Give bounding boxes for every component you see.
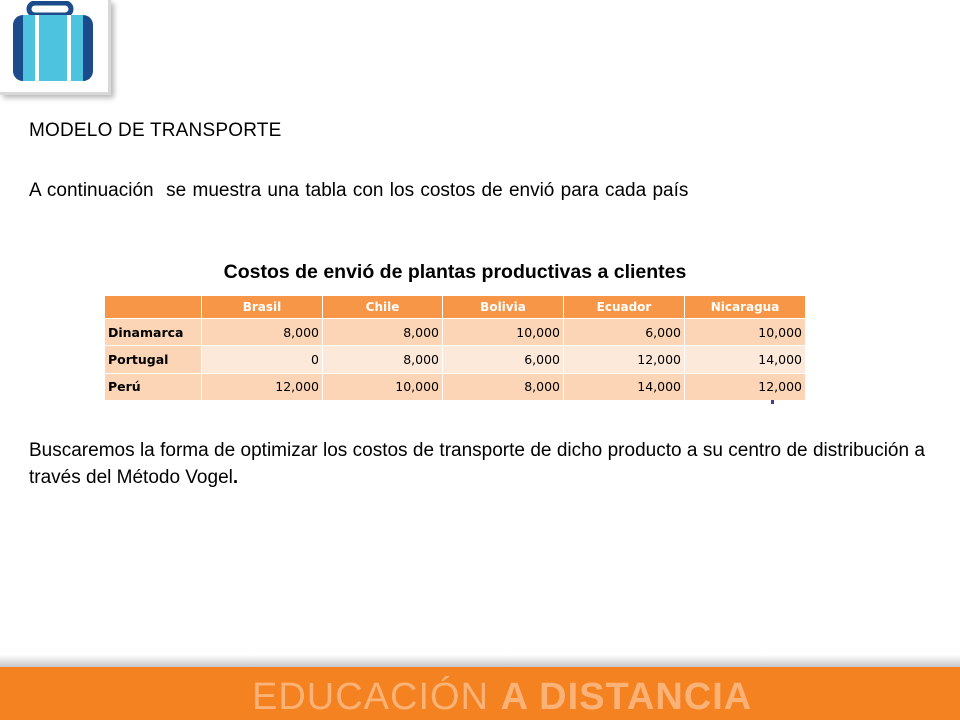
column-header: Chile — [323, 296, 443, 319]
decorative-mark — [771, 400, 774, 404]
paragraph-text: Buscaremos la forma de optimizar los costos de transporte de dicho producto a su centro de distribución a través del Método Vogel — [29, 440, 925, 488]
row-label: Dinamarca — [105, 319, 202, 346]
table-cell: 12,000 — [202, 373, 323, 400]
logo — [0, 0, 111, 95]
table-row — [105, 373, 806, 400]
column-header — [105, 296, 202, 319]
footer-brand-text — [252, 676, 752, 719]
table-title: Costos de envió de plantas productivas a clientes — [223, 261, 687, 283]
table-cell: 10,000 — [443, 319, 564, 346]
table-cell: 10,000 — [685, 319, 806, 346]
row-label: Perú — [105, 373, 202, 400]
section-heading: MODELO DE TRANSPORTE — [29, 120, 282, 141]
table-cell: 0 — [202, 346, 323, 373]
footer-emphasis: A DISTANCIA — [500, 676, 753, 718]
table-cell: 6,000 — [564, 319, 685, 346]
column-header: Brasil — [202, 296, 323, 319]
table-cell: 12,000 — [685, 373, 806, 400]
table-cell: 8,000 — [323, 319, 443, 346]
table-cell: 8,000 — [443, 373, 564, 400]
column-header: Nicaragua — [685, 296, 806, 319]
column-header: Ecuador — [564, 296, 685, 319]
row-label: Portugal — [105, 346, 202, 373]
table-row — [105, 319, 806, 346]
table-cell: 14,000 — [564, 373, 685, 400]
table-header-row — [105, 296, 806, 319]
shipping-cost-table — [104, 295, 806, 401]
column-header: Bolivia — [443, 296, 564, 319]
table-cell: 6,000 — [443, 346, 564, 373]
body-paragraph — [29, 437, 925, 491]
footer-prefix: EDUCACIÓN — [252, 676, 501, 718]
table-cell: 8,000 — [323, 346, 443, 373]
table-cell: 14,000 — [685, 346, 806, 373]
intro-text: A continuación se muestra una tabla con los costos de envió para cada país — [29, 180, 689, 201]
table-cell: 8,000 — [202, 319, 323, 346]
paragraph-end-mark: . — [232, 467, 239, 488]
table-row — [105, 346, 806, 373]
table-cell: 10,000 — [323, 373, 443, 400]
table-cell: 12,000 — [564, 346, 685, 373]
luggage-icon — [9, 1, 99, 85]
